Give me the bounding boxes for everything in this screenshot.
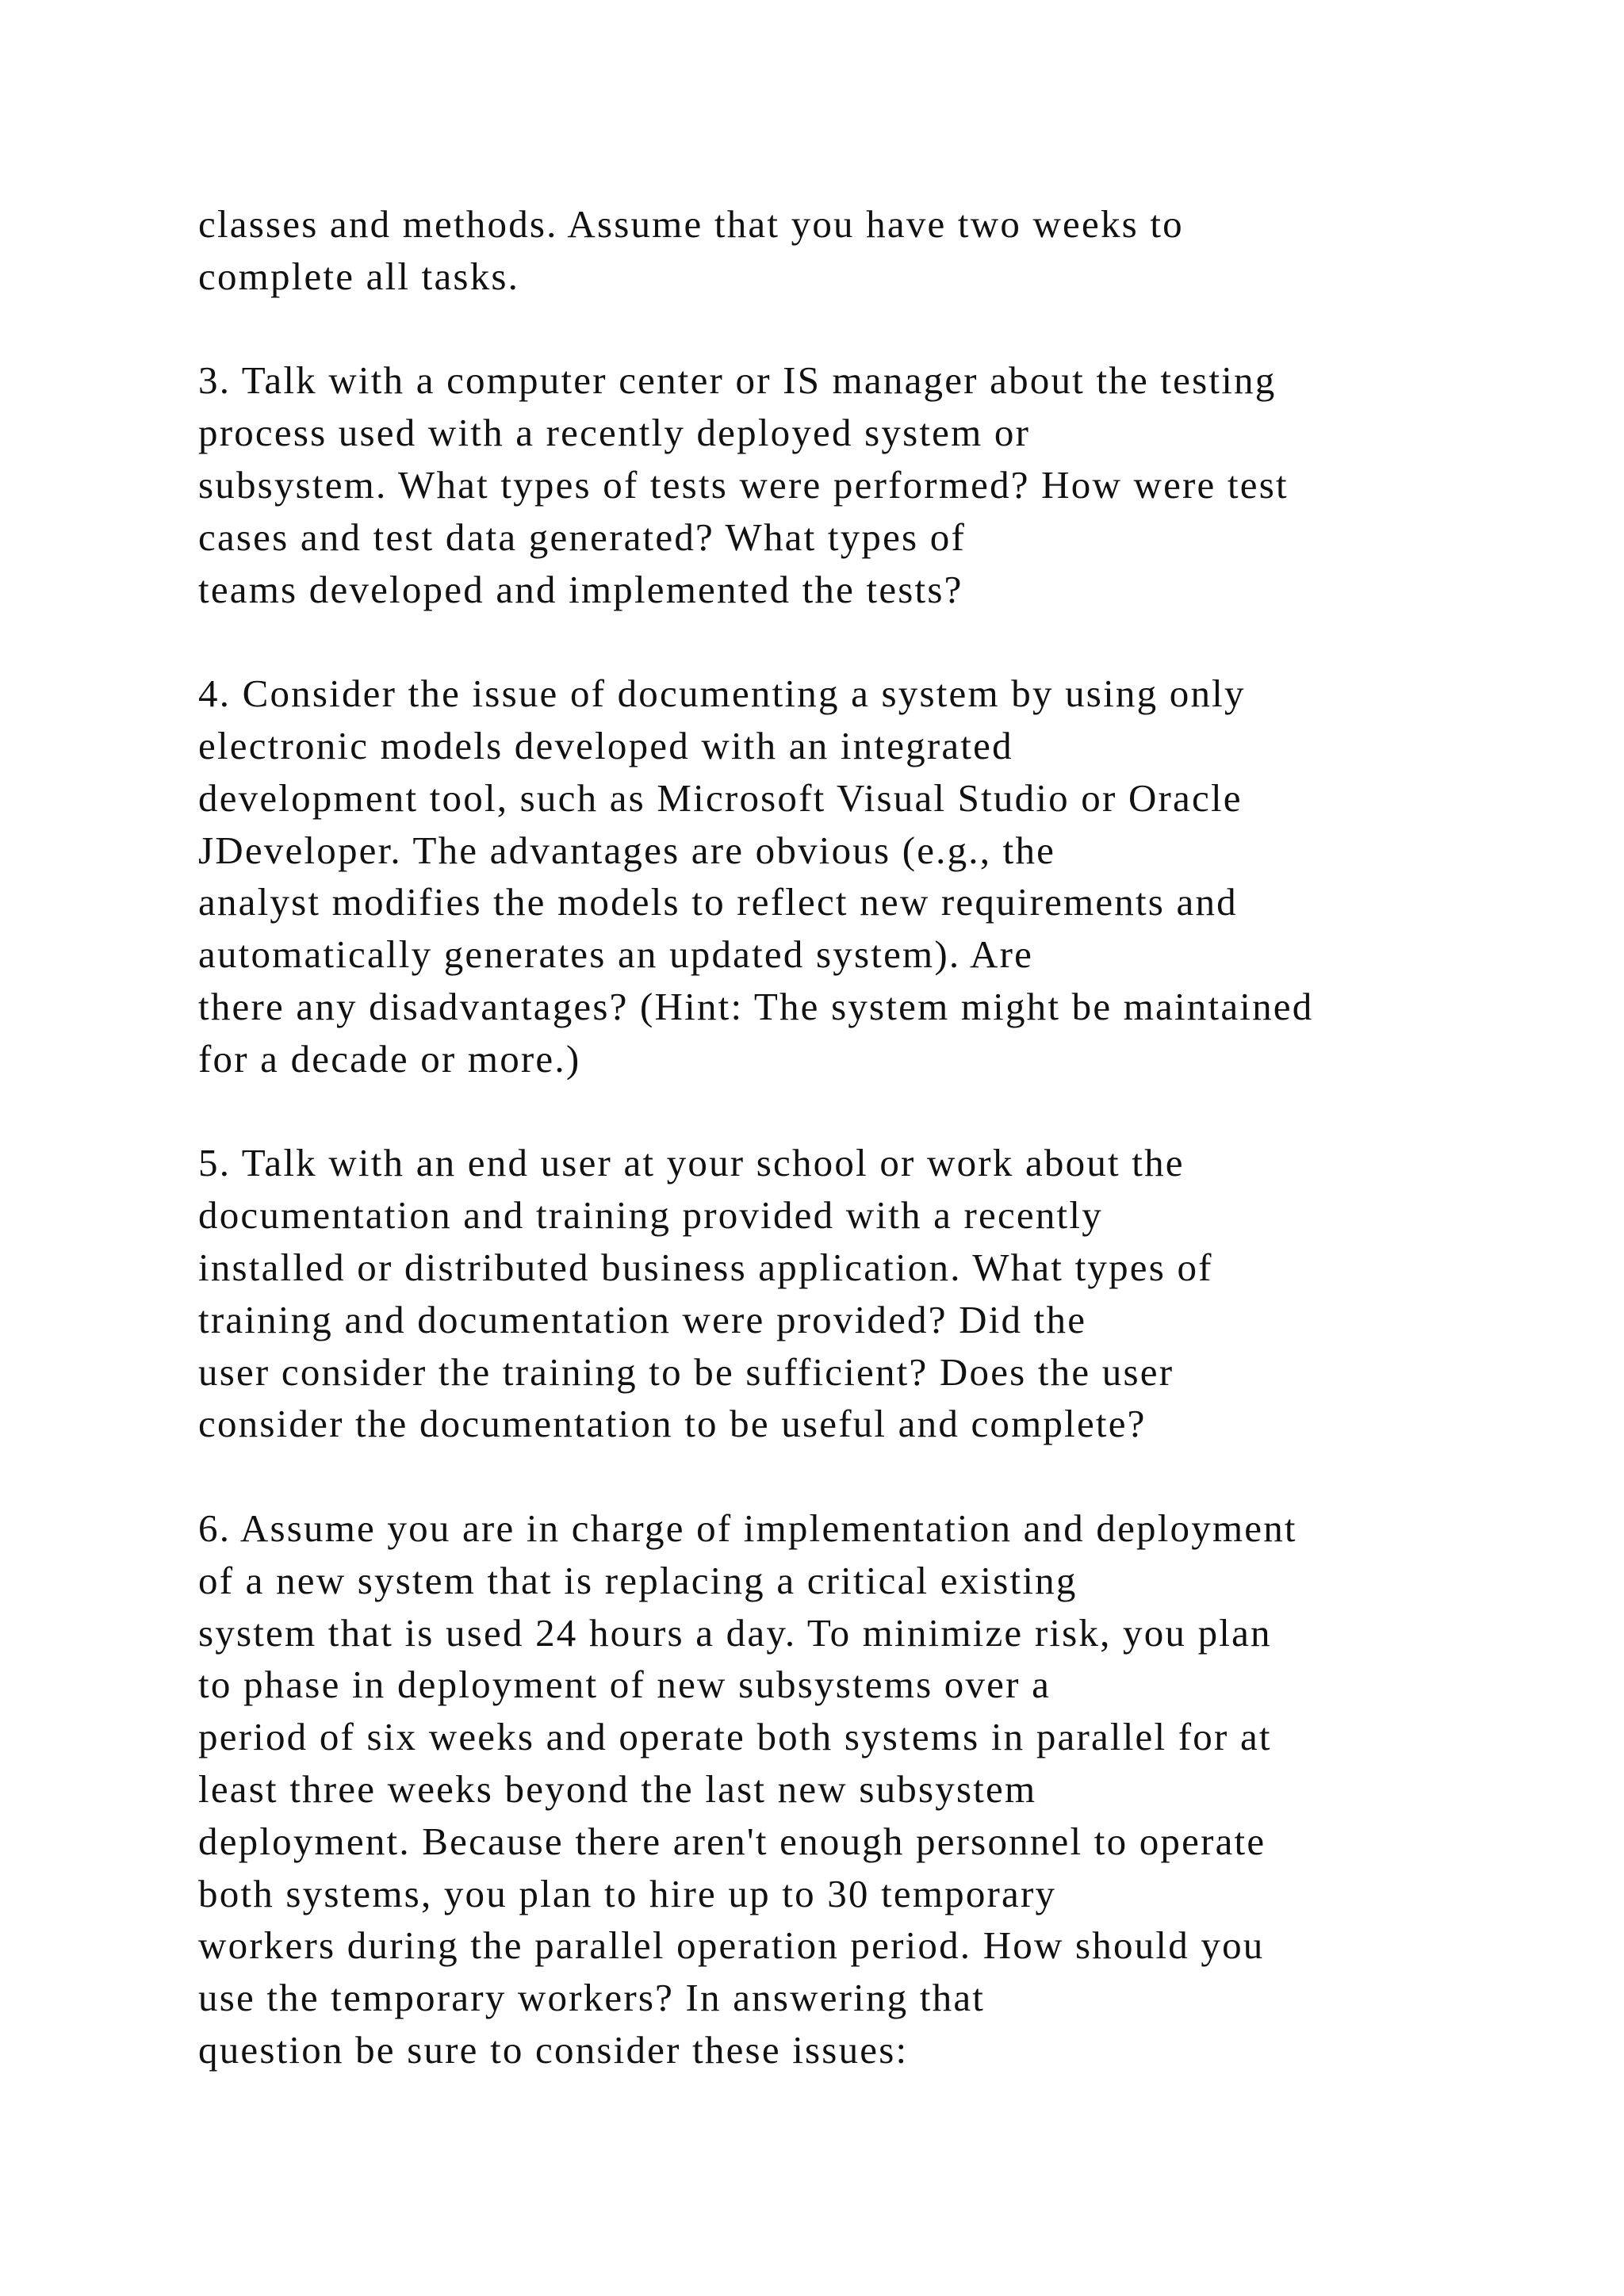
text-line: automatically generates an updated system). Are xyxy=(198,932,1034,977)
text-line: classes and methods. Assume that you have two weeks to xyxy=(198,202,1184,246)
text-line: development tool, such as Microsoft Visual Studio or Oracle xyxy=(198,775,1243,820)
text-line: there any disadvantages? (Hint: The system might be maintained xyxy=(198,984,1314,1028)
text-line: user consider the training to be sufficient? Does the user xyxy=(198,1349,1174,1394)
document-body xyxy=(198,198,1562,2128)
text-line: least three weeks beyond the last new subsystem xyxy=(198,1766,1037,1811)
text-line: 3. Talk with a computer center or IS manager about the testing xyxy=(198,358,1277,403)
text-line: training and documentation were provided? Did the xyxy=(198,1297,1087,1341)
text-line: workers during the parallel operation period. How should you xyxy=(198,1923,1265,1968)
text-line: period of six weeks and operate both systems in parallel for at xyxy=(198,1715,1272,1759)
text-line: cases and test data generated? What types of xyxy=(198,515,966,559)
paragraph-item-5 xyxy=(198,1137,1562,1450)
text-line: documentation and training provided with a recently xyxy=(198,1193,1103,1238)
text-line: 5. Talk with an end user at your school or work about the xyxy=(198,1141,1185,1185)
text-line: complete all tasks. xyxy=(198,254,520,298)
text-line: both systems, you plan to hire up to 30 temporary xyxy=(198,1871,1057,1915)
text-line: for a decade or more.) xyxy=(198,1036,581,1081)
text-line: of a new system that is replacing a critical existing xyxy=(198,1558,1078,1602)
text-line: electronic models developed with an integrated xyxy=(198,723,1013,767)
text-line: system that is used 24 hours a day. To minimize risk, you plan xyxy=(198,1610,1272,1655)
text-line: JDeveloper. The advantages are obvious (e.g., the xyxy=(198,828,1056,872)
paragraph-item-4 xyxy=(198,668,1562,1085)
text-line: process used with a recently deployed system or xyxy=(198,411,1031,455)
text-line: consider the documentation to be useful and complete? xyxy=(198,1402,1147,1446)
paragraph-continuation xyxy=(198,198,1562,303)
paragraph-item-3 xyxy=(198,354,1562,615)
text-line: installed or distributed business application. What types of xyxy=(198,1245,1213,1289)
text-line: use the temporary workers? In answering that xyxy=(198,1976,986,2020)
text-line: 6. Assume you are in charge of implementation and deployment xyxy=(198,1506,1297,1550)
text-line: subsystem. What types of tests were performed? How were test xyxy=(198,462,1289,507)
text-line: deployment. Because there aren't enough personnel to operate xyxy=(198,1819,1266,1863)
text-line: 4. Consider the issue of documenting a system by using only xyxy=(198,672,1246,716)
text-line: question be sure to consider these issues: xyxy=(198,2027,909,2072)
paragraph-item-6 xyxy=(198,1502,1562,2076)
text-line: analyst modifies the models to reflect new requirements and xyxy=(198,880,1238,924)
text-line: to phase in deployment of new subsystems over a xyxy=(198,1663,1051,1707)
text-line: teams developed and implemented the tests? xyxy=(198,567,963,611)
